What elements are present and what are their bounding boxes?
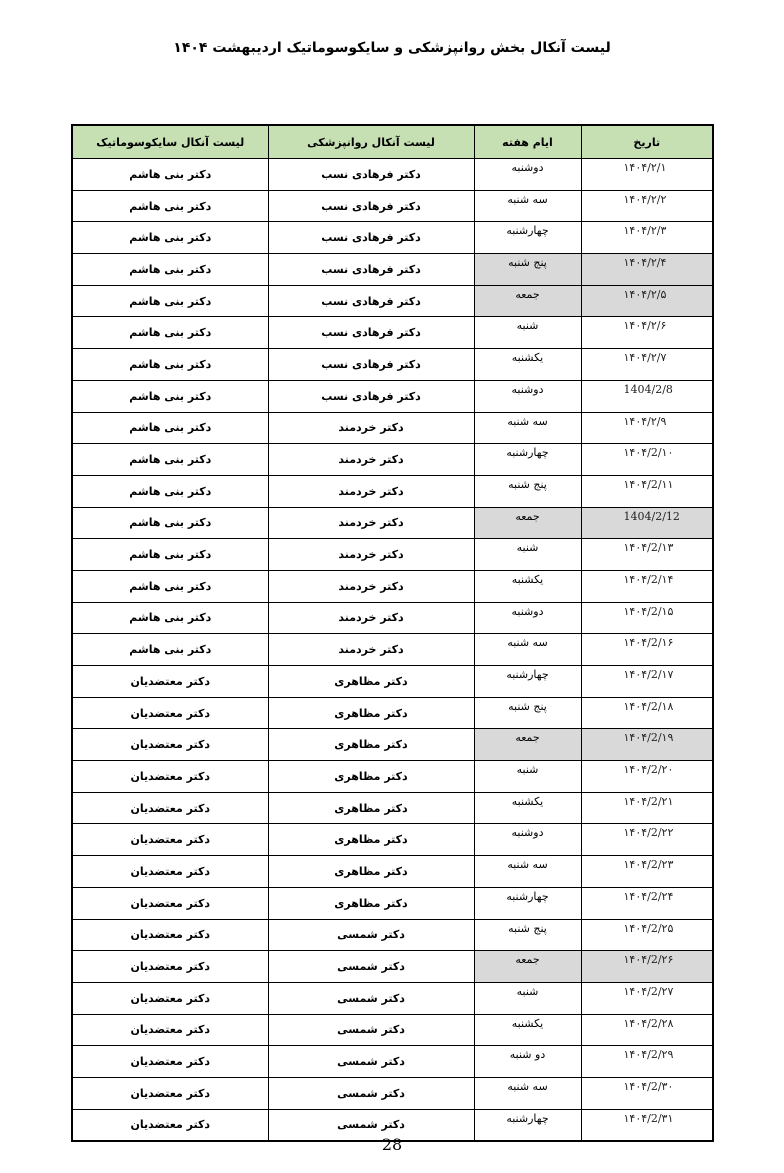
psychiatry-cell: دکتر خردمند [268, 634, 474, 666]
date-cell: ۱۴۰۴/۲/۹ [581, 412, 713, 444]
psychosomatic-cell: دکتر بنی هاشم [72, 380, 268, 412]
psychosomatic-cell: دکتر بنی هاشم [72, 507, 268, 539]
table-row [72, 444, 713, 476]
psychiatry-cell: دکتر فرهادی نسب [268, 317, 474, 349]
weekday-cell: چهارشنبه [474, 887, 581, 919]
psychosomatic-cell: دکتر بنی هاشم [72, 634, 268, 666]
table-row [72, 190, 713, 222]
date-cell: ۱۴۰۴/2/۱۴ [581, 570, 713, 602]
weekday-cell: شنبه [474, 982, 581, 1014]
date-cell: ۱۴۰۴/2/۲۴ [581, 887, 713, 919]
date-cell: ۱۴۰۴/۲/۳ [581, 222, 713, 254]
table-row [72, 887, 713, 919]
psychiatry-cell: دکتر شمسی [268, 982, 474, 1014]
psychosomatic-cell: دکتر بنی هاشم [72, 539, 268, 571]
table-row [72, 697, 713, 729]
weekday-cell: سه شنبه [474, 1077, 581, 1109]
table-row [72, 317, 713, 349]
psychiatry-cell: دکتر خردمند [268, 570, 474, 602]
weekday-cell: شنبه [474, 761, 581, 793]
date-cell: ۱۴۰۴/۲/۷ [581, 349, 713, 381]
weekday-cell: پنج شنبه [474, 254, 581, 286]
date-cell: ۱۴۰۴/۲/۲ [581, 190, 713, 222]
psychosomatic-cell: دکتر معتضدیان [72, 1014, 268, 1046]
psychiatry-cell: دکتر شمسی [268, 1109, 474, 1141]
psychiatry-cell: دکتر فرهادی نسب [268, 254, 474, 286]
psychosomatic-cell: دکتر معتضدیان [72, 666, 268, 698]
table-row [72, 666, 713, 698]
weekday-cell: یکشنبه [474, 349, 581, 381]
on-call-table [71, 124, 714, 1142]
date-cell: ۱۴۰۴/2/۲۷ [581, 982, 713, 1014]
table-row [72, 349, 713, 381]
psychiatry-cell: دکتر مظاهری [268, 792, 474, 824]
psychosomatic-cell: دکتر بنی هاشم [72, 602, 268, 634]
date-cell: ۱۴۰۴/2/۱۱ [581, 475, 713, 507]
date-cell: ۱۴۰۴/2/۱۹ [581, 729, 713, 761]
table-row [72, 824, 713, 856]
date-cell: 1404/2/12 [581, 507, 713, 539]
table-row [72, 856, 713, 888]
weekday-cell: چهارشنبه [474, 222, 581, 254]
header-date: تاریخ [581, 125, 713, 159]
date-cell: ۱۴۰۴/2/۲۶ [581, 951, 713, 983]
date-cell: ۱۴۰۴/2/۲۱ [581, 792, 713, 824]
table-row [72, 982, 713, 1014]
weekday-cell: شنبه [474, 539, 581, 571]
table-row [72, 159, 713, 191]
weekday-cell: یکشنبه [474, 792, 581, 824]
psychiatry-cell: دکتر شمسی [268, 1077, 474, 1109]
weekday-cell: دوشنبه [474, 824, 581, 856]
psychosomatic-cell: دکتر معتضدیان [72, 887, 268, 919]
date-cell: ۱۴۰۴/۲/۶ [581, 317, 713, 349]
date-cell: ۱۴۰۴/2/۱۰ [581, 444, 713, 476]
psychosomatic-cell: دکتر معتضدیان [72, 919, 268, 951]
table-row [72, 792, 713, 824]
psychosomatic-cell: دکتر معتضدیان [72, 824, 268, 856]
psychiatry-cell: دکتر خردمند [268, 444, 474, 476]
table-row [72, 761, 713, 793]
weekday-cell: پنج شنبه [474, 475, 581, 507]
table-row [72, 507, 713, 539]
table-row [72, 1046, 713, 1078]
weekday-cell: جمعه [474, 729, 581, 761]
weekday-cell: چهارشنبه [474, 666, 581, 698]
psychosomatic-cell: دکتر معتضدیان [72, 1046, 268, 1078]
psychiatry-cell: دکتر خردمند [268, 475, 474, 507]
date-cell: ۱۴۰۴/2/۱۶ [581, 634, 713, 666]
weekday-cell: دوشنبه [474, 602, 581, 634]
psychiatry-cell: دکتر خردمند [268, 539, 474, 571]
weekday-cell: سه شنبه [474, 412, 581, 444]
date-cell: ۱۴۰۴/2/۱۸ [581, 697, 713, 729]
weekday-cell: دوشنبه [474, 380, 581, 412]
header-psychiatry: لیست آنکال روانپزشکی [268, 125, 474, 159]
psychiatry-cell: دکتر فرهادی نسب [268, 159, 474, 191]
weekday-cell: شنبه [474, 317, 581, 349]
header-weekday: ایام هفته [474, 125, 581, 159]
table-row [72, 475, 713, 507]
table-row [72, 729, 713, 761]
date-cell: ۱۴۰۴/2/۱۷ [581, 666, 713, 698]
psychiatry-cell: دکتر فرهادی نسب [268, 190, 474, 222]
date-cell: ۱۴۰۴/۲/۵ [581, 285, 713, 317]
date-cell: ۱۴۰۴/2/۲۸ [581, 1014, 713, 1046]
table-row [72, 1077, 713, 1109]
date-cell: ۱۴۰۴/2/۱۳ [581, 539, 713, 571]
psychosomatic-cell: دکتر بنی هاشم [72, 570, 268, 602]
psychosomatic-cell: دکتر بنی هاشم [72, 349, 268, 381]
table-row [72, 634, 713, 666]
date-cell: 1404/2/8 [581, 380, 713, 412]
date-cell: ۱۴۰۴/2/۲۵ [581, 919, 713, 951]
weekday-cell: یکشنبه [474, 570, 581, 602]
weekday-cell: جمعه [474, 951, 581, 983]
weekday-cell: سه شنبه [474, 856, 581, 888]
table-row [72, 951, 713, 983]
weekday-cell: سه شنبه [474, 634, 581, 666]
date-cell: ۱۴۰۴/۲/۱ [581, 159, 713, 191]
psychiatry-cell: دکتر شمسی [268, 1014, 474, 1046]
psychosomatic-cell: دکتر معتضدیان [72, 729, 268, 761]
psychiatry-cell: دکتر مظاهری [268, 887, 474, 919]
psychosomatic-cell: دکتر بنی هاشم [72, 412, 268, 444]
weekday-cell: جمعه [474, 507, 581, 539]
table-row [72, 919, 713, 951]
psychosomatic-cell: دکتر بنی هاشم [72, 190, 268, 222]
table-row [72, 254, 713, 286]
date-cell: ۱۴۰۴/2/۱۵ [581, 602, 713, 634]
date-cell: ۱۴۰۴/2/۲۳ [581, 856, 713, 888]
weekday-cell: چهارشنبه [474, 1109, 581, 1141]
psychiatry-cell: دکتر شمسی [268, 951, 474, 983]
psychosomatic-cell: دکتر بنی هاشم [72, 317, 268, 349]
psychosomatic-cell: دکتر بنی هاشم [72, 222, 268, 254]
header-psychosomatic: لیست آنکال سایکوسوماتیک [72, 125, 268, 159]
psychiatry-cell: دکتر فرهادی نسب [268, 222, 474, 254]
weekday-cell: دو شنبه [474, 1046, 581, 1078]
psychiatry-cell: دکتر فرهادی نسب [268, 349, 474, 381]
date-cell: ۱۴۰۴/2/۲۲ [581, 824, 713, 856]
psychiatry-cell: دکتر مظاهری [268, 697, 474, 729]
psychosomatic-cell: دکتر بنی هاشم [72, 285, 268, 317]
psychiatry-cell: دکتر خردمند [268, 507, 474, 539]
psychiatry-cell: دکتر فرهادی نسب [268, 285, 474, 317]
psychosomatic-cell: دکتر معتضدیان [72, 951, 268, 983]
psychiatry-cell: دکتر مظاهری [268, 761, 474, 793]
weekday-cell: سه شنبه [474, 190, 581, 222]
date-cell: ۱۴۰۴/2/۲۰ [581, 761, 713, 793]
weekday-cell: دوشنبه [474, 159, 581, 191]
psychosomatic-cell: دکتر معتضدیان [72, 982, 268, 1014]
psychiatry-cell: دکتر خردمند [268, 412, 474, 444]
psychiatry-cell: دکتر مظاهری [268, 824, 474, 856]
page-title: لیست آنکال بخش روانپزشکی و سایکوسوماتیک اردیبهشت ۱۴۰۴ [173, 40, 611, 56]
table-header-row [72, 125, 713, 159]
psychosomatic-cell: دکتر معتضدیان [72, 856, 268, 888]
table-row [72, 285, 713, 317]
table-row [72, 412, 713, 444]
table-row [72, 380, 713, 412]
psychosomatic-cell: دکتر بنی هاشم [72, 444, 268, 476]
weekday-cell: پنج شنبه [474, 919, 581, 951]
date-cell: ۱۴۰۴/2/۳۰ [581, 1077, 713, 1109]
weekday-cell: پنج شنبه [474, 697, 581, 729]
page-number: 28 [381, 1135, 403, 1154]
table-row [72, 570, 713, 602]
table-row [72, 539, 713, 571]
psychiatry-cell: دکتر شمسی [268, 919, 474, 951]
psychiatry-cell: دکتر مظاهری [268, 856, 474, 888]
date-cell: ۱۴۰۴/2/۳۱ [581, 1109, 713, 1141]
psychiatry-cell: دکتر شمسی [268, 1046, 474, 1078]
psychosomatic-cell: دکتر بنی هاشم [72, 254, 268, 286]
psychosomatic-cell: دکتر بنی هاشم [72, 475, 268, 507]
date-cell: ۱۴۰۴/2/۲۹ [581, 1046, 713, 1078]
psychosomatic-cell: دکتر معتضدیان [72, 761, 268, 793]
psychosomatic-cell: دکتر معتضدیان [72, 1109, 268, 1141]
weekday-cell: یکشنبه [474, 1014, 581, 1046]
weekday-cell: چهارشنبه [474, 444, 581, 476]
weekday-cell: جمعه [474, 285, 581, 317]
psychosomatic-cell: دکتر معتضدیان [72, 1077, 268, 1109]
psychiatry-cell: دکتر مظاهری [268, 666, 474, 698]
table-row [72, 1014, 713, 1046]
psychosomatic-cell: دکتر معتضدیان [72, 792, 268, 824]
date-cell: ۱۴۰۴/۲/۴ [581, 254, 713, 286]
table-row [72, 222, 713, 254]
psychiatry-cell: دکتر مظاهری [268, 729, 474, 761]
psychosomatic-cell: دکتر معتضدیان [72, 697, 268, 729]
psychosomatic-cell: دکتر بنی هاشم [72, 159, 268, 191]
psychiatry-cell: دکتر فرهادی نسب [268, 380, 474, 412]
psychiatry-cell: دکتر خردمند [268, 602, 474, 634]
table-row [72, 602, 713, 634]
